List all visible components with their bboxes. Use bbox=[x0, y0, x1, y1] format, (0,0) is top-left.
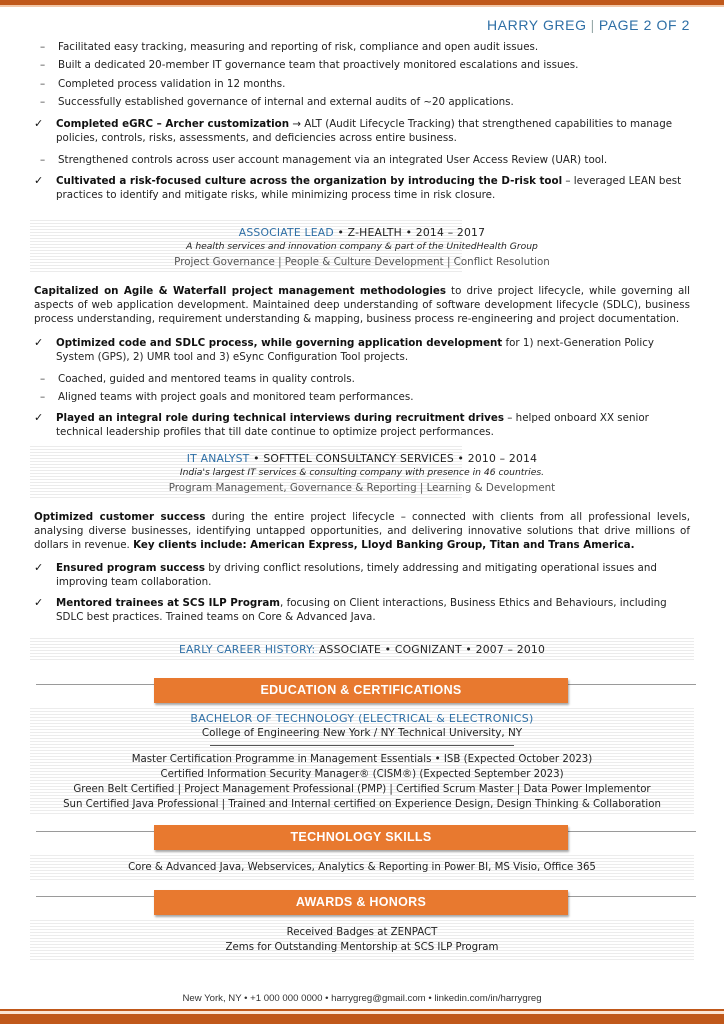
job-header-associate-lead bbox=[30, 220, 550, 274]
list-item: – Built a dedicated 20-member IT governance team that proactively monitored escalations and issues. bbox=[34, 58, 690, 72]
job-company-dates: • SOFTTEL CONSULTANCY SERVICES • 2010 – 2014 bbox=[249, 451, 538, 465]
sub-list bbox=[56, 372, 690, 404]
footer-phone: +1 000 000 0000 bbox=[250, 993, 323, 1004]
section-title: EDUCATION & CERTIFICATIONS bbox=[154, 678, 568, 703]
sub-list bbox=[56, 153, 690, 167]
job-title-line bbox=[30, 451, 694, 466]
job-focus-areas: Project Governance | People & Culture Development | Conflict Resolution bbox=[174, 255, 550, 268]
header-separator: | bbox=[590, 17, 595, 33]
checkmark-icon: ✓ bbox=[34, 335, 44, 349]
job-summary bbox=[34, 510, 690, 553]
list-item: – Successfully established governance of internal and external audits of ~20 applications. bbox=[34, 95, 690, 109]
footer-email[interactable]: harrygreg@gmail.com bbox=[331, 993, 426, 1004]
achievement-bold: Ensured program success bbox=[56, 562, 205, 575]
achievement-bold: Completed eGRC – Archer customization bbox=[56, 117, 290, 130]
section-title: TECHNOLOGY SKILLS bbox=[154, 825, 568, 850]
section-title: AWARDS & HONORS bbox=[154, 890, 568, 915]
skills-text: Core & Advanced Java, Webservices, Analytics & Reporting in Power BI, MS Visio, Office 365 bbox=[128, 862, 596, 874]
degree-title: BACHELOR OF TECHNOLOGY (ELECTRICAL & ELECTRONICS) bbox=[190, 712, 534, 726]
footer-separator: • bbox=[425, 993, 435, 1004]
footer-separator: • bbox=[241, 993, 251, 1004]
job-title: ASSOCIATE LEAD bbox=[238, 225, 334, 239]
list-item: – Strengthened controls across user account management via an integrated User Access Review (UAR) tool. bbox=[34, 153, 690, 167]
achievement-text: → ALT (Audit Lifecycle Tracking) that strengthened capabilities to manage policies, controls, risks, assessments, and deficiencies across entire business. bbox=[56, 117, 673, 144]
certification-item: Green Belt Certified | Project Management Professional (PMP) | Certified Scrum Master | Data Power Implementor bbox=[73, 784, 651, 796]
section-header-skills bbox=[34, 825, 690, 851]
list-item: – Aligned teams with project goals and monitored team performances. bbox=[34, 390, 690, 404]
section-header-education bbox=[34, 678, 690, 704]
contact-footer bbox=[0, 993, 724, 1004]
footer-linkedin[interactable]: linkedin.com/in/harrygreg bbox=[434, 993, 542, 1004]
job-title: IT ANALYST bbox=[186, 451, 250, 465]
skills-block bbox=[30, 855, 694, 880]
early-career-history bbox=[30, 638, 694, 662]
footer-separator: • bbox=[322, 993, 332, 1004]
job-title-line bbox=[30, 225, 694, 240]
checkmark-icon: ✓ bbox=[34, 596, 44, 610]
checkmark-icon: ✓ bbox=[34, 410, 44, 424]
carryover-dash-list bbox=[34, 40, 690, 109]
achievement-text: – leveraged LEAN best practices to identify and mitigate risks, while minimizing process time in risk closure. bbox=[56, 174, 682, 201]
achievement-text: for 1) next-Generation Policy System (GPS), 2) UMR tool and 3) eSync Configuration Tool projects. bbox=[56, 336, 655, 363]
list-item: – Coached, guided and mentored teams in quality controls. bbox=[34, 372, 690, 386]
job-focus-areas: Program Management, Governance & Reporting | Learning & Development bbox=[168, 481, 556, 494]
section-header-awards bbox=[34, 890, 690, 916]
achievement-item bbox=[34, 117, 690, 167]
award-item: Zems for Outstanding Mentorship at SCS ILP Program bbox=[225, 942, 499, 954]
summary-text: during the entire project lifecycle – connected with clients from all professional levels, analysing diverse businesses, identifying untapped opportunities, and delivering innovative solutions that drive millions of dollars in revenue. bbox=[34, 510, 690, 552]
certification-item: Certified Information Security Manager® (CISM®) (Expected September 2023) bbox=[160, 769, 564, 781]
job-header-it-analyst bbox=[30, 446, 556, 500]
page-header bbox=[487, 17, 690, 33]
footer-location: New York, NY bbox=[182, 993, 242, 1004]
company-description: A health services and innovation company & part of the UnitedHealth Group bbox=[186, 240, 538, 252]
education-divider bbox=[210, 745, 514, 746]
achievement-text: – helped onboard XX senior technical leadership profiles that till date continue to optimize project performances. bbox=[56, 411, 649, 438]
certification-item: Sun Certified Java Professional | Trained and Internal certified on Experience Design, Design Thinking & Collaboration bbox=[63, 799, 661, 811]
award-item: Received Badges at ZENPACT bbox=[286, 927, 438, 939]
achievement-bold: Optimized code and SDLC process, while governing application development bbox=[56, 336, 503, 349]
resume-body bbox=[34, 40, 690, 960]
awards-block bbox=[30, 920, 694, 960]
job-summary bbox=[34, 284, 690, 327]
certification-item: Master Certification Programme in Management Essentials • ISB (Expected October 2023) bbox=[131, 754, 593, 766]
job-company-dates: • Z-HEALTH • 2014 – 2017 bbox=[333, 225, 486, 239]
list-item: – Facilitated easy tracking, measuring and reporting of risk, compliance and open audit issues. bbox=[34, 40, 690, 54]
checkmark-icon: ✓ bbox=[34, 116, 44, 130]
summary-bold: Capitalized on Agile & Waterfall project management methodologies bbox=[34, 284, 446, 297]
achievement-text: , focusing on Client interactions, Business Ethics and Behaviours, including SDLC best practices. Trained teams on Core & Advanced Java. bbox=[56, 597, 667, 624]
early-career-label: EARLY CAREER HISTORY: bbox=[178, 643, 316, 657]
summary-text: to drive project lifecycle, while governing all aspects of web application development. Maintained deep understanding of software development lifecycle (SDLC), business process understanding, requirement understanding & mapping, business process re-engineering and project documentation. bbox=[34, 284, 690, 326]
education-block bbox=[30, 708, 694, 815]
header-page-number: PAGE 2 OF 2 bbox=[598, 17, 690, 33]
college-name: College of Engineering New York / NY Technical University, NY bbox=[201, 727, 523, 740]
top-border-accent bbox=[0, 5, 724, 7]
achievement-item bbox=[34, 336, 690, 404]
company-description: India's largest IT services & consulting company with presence in 46 countries. bbox=[179, 466, 545, 478]
summary-bold: Optimized customer success bbox=[34, 510, 206, 523]
key-clients: Key clients include: American Express, Lloyd Banking Group, Titan and Trans America. bbox=[133, 539, 635, 552]
achievement-bold: Mentored trainees at SCS ILP Program bbox=[56, 597, 281, 610]
achievement-item bbox=[34, 561, 690, 589]
achievement-bold: Cultivated a risk-focused culture across the organization by introducing the D-risk tool bbox=[56, 174, 563, 187]
header-name: HARRY GREG bbox=[486, 17, 587, 33]
checkmark-icon: ✓ bbox=[34, 561, 44, 575]
achievement-item bbox=[34, 411, 690, 439]
checkmark-icon: ✓ bbox=[34, 173, 44, 187]
achievement-item bbox=[34, 596, 690, 624]
achievement-text: by driving conflict resolutions, timely addressing and mitigating operational issues and improving team collaboration. bbox=[56, 562, 657, 589]
achievement-item bbox=[34, 174, 690, 202]
bottom-border-bar bbox=[0, 1014, 724, 1024]
early-career-text: ASSOCIATE • COGNIZANT • 2007 – 2010 bbox=[315, 643, 546, 657]
achievement-bold: Played an integral role during technical interviews during recruitment drives bbox=[56, 411, 504, 424]
list-item: – Completed process validation in 12 months. bbox=[34, 77, 690, 91]
